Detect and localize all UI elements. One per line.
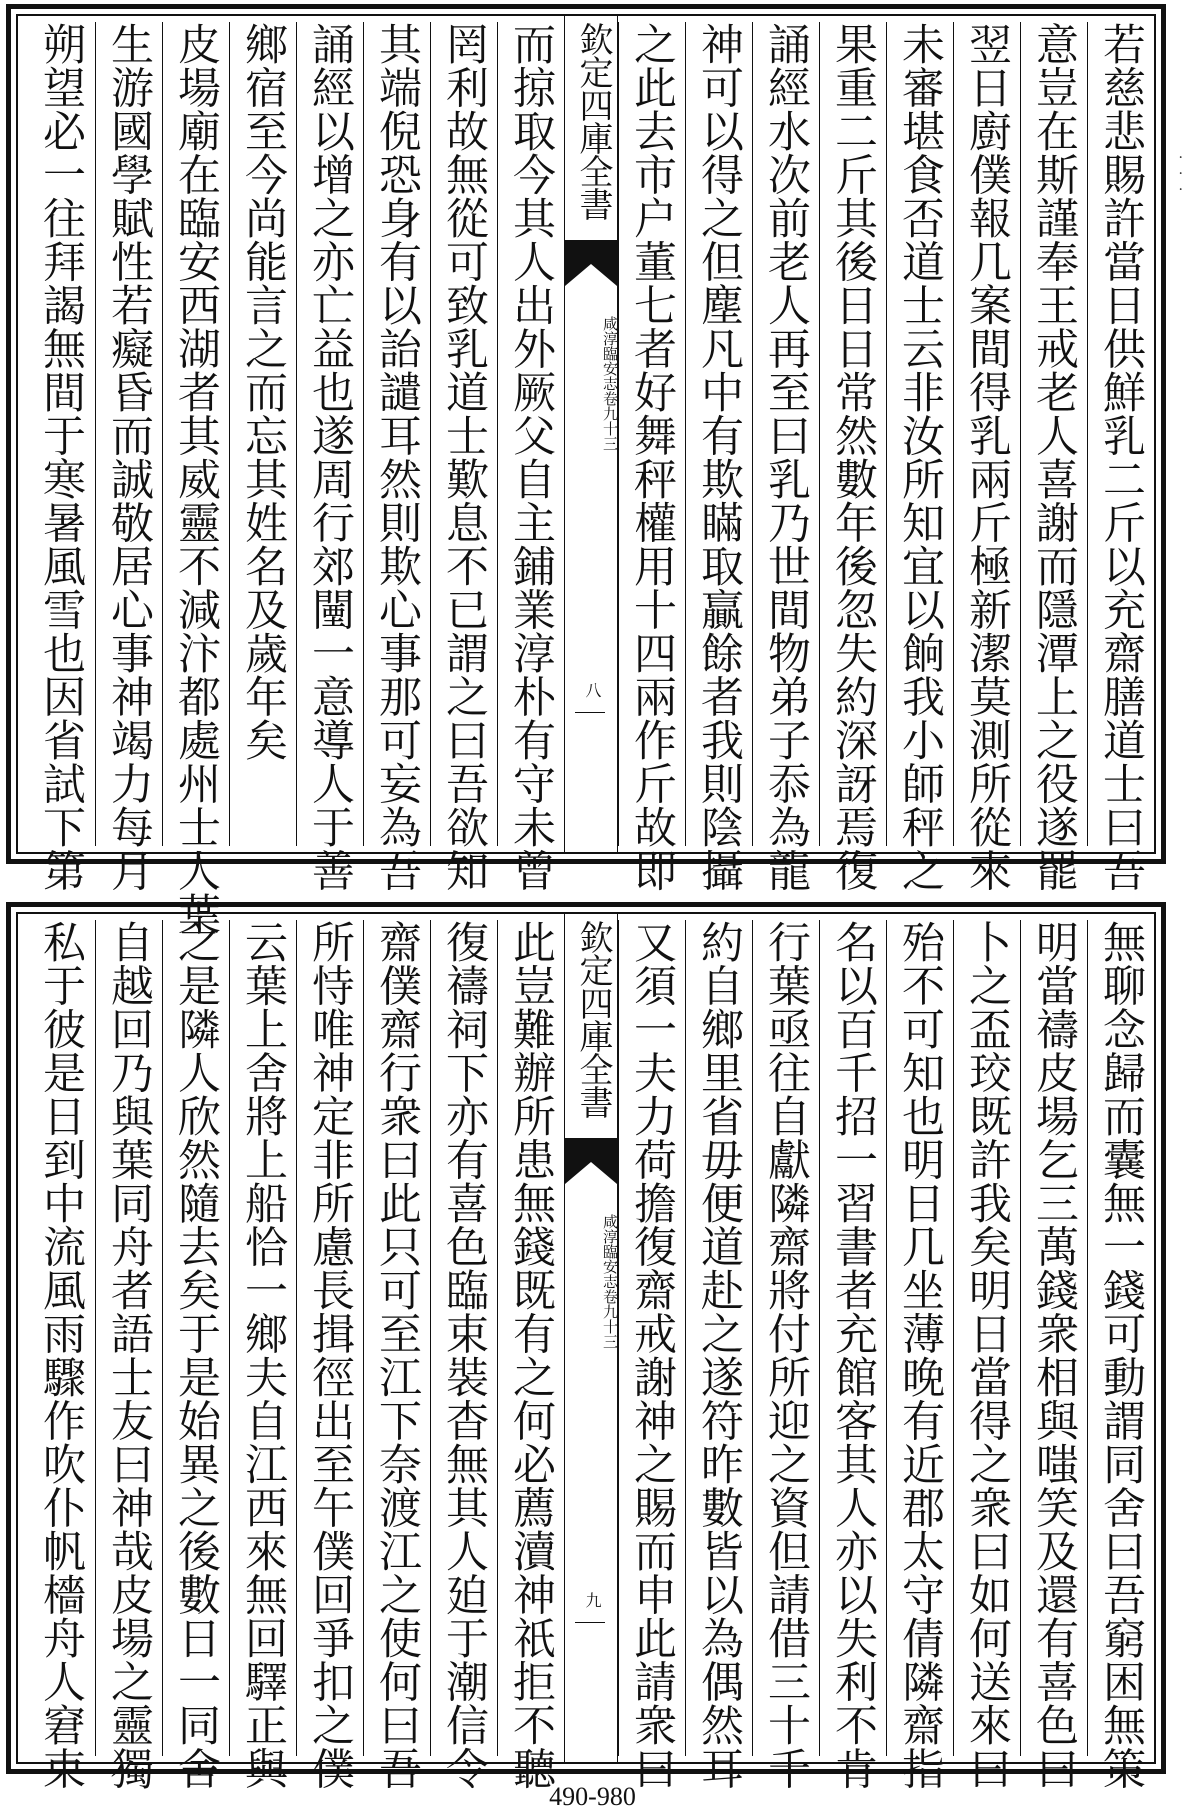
column-text: 明當禱皮場乞三萬錢衆相與嗤笑及還有喜色曰 [1029, 920, 1079, 1790]
center-gutter [564, 16, 618, 852]
column-text: 神可以得之但塵凡中有欺瞞取贏餘者我則陰攝 [694, 22, 744, 892]
top-page-frame [6, 4, 1166, 936]
bottom-page-inner-border [16, 912, 1156, 1790]
column-text: 誦經以增之亦亡益也遂周行郊闉一意導人于善 [305, 22, 355, 892]
column-text: 果重二斤其後日日常然數年後忽失約深訝焉復 [828, 22, 878, 892]
column-text: 云葉上舍將上船恰一鄉夫自江西來無回驛正與 [238, 920, 288, 1790]
volume-number: 卷九十三 [601, 391, 619, 451]
text-column [752, 22, 819, 892]
bottom-page-frame [6, 902, 1166, 1790]
text-column [618, 22, 685, 892]
text-column [430, 920, 497, 1790]
text-column [95, 920, 162, 1790]
column-text: 罔利故無從可致乳道士歎息不已謂之曰吾欲知 [439, 22, 489, 892]
text-column [1020, 22, 1087, 892]
collection-title: 欽定四庫全書 [573, 22, 613, 220]
book-title: 咸淳臨安志 [601, 1214, 619, 1289]
column-text: 翌日廚僕報几案間得乳兩斤極新潔莫測所從來 [962, 22, 1012, 892]
text-column [953, 920, 1020, 1790]
book-and-volume-label [565, 316, 619, 451]
text-column [497, 22, 564, 892]
column-text: 其端倪恐身有以詒譴耳然則欺心事那可妄為吾 [372, 22, 422, 892]
leaf-number: 九 [583, 1592, 602, 1608]
text-column [819, 920, 886, 1790]
column-text: 約自鄉里省毋便道赴之遂符昨數皆以為偶然耳 [694, 920, 744, 1790]
column-text: 此豈難辦所患無錢既有之何必薦瀆神祇拒不聽 [506, 920, 556, 1790]
text-column [685, 920, 752, 1790]
text-column [618, 920, 685, 1790]
text-column [28, 22, 95, 892]
top-page-inner-border [16, 14, 1156, 936]
column-text: 所恃唯神定非所慮長揖徑出至午僕回爭扣之僕 [305, 920, 355, 1790]
text-column [752, 920, 819, 1790]
text-column [229, 22, 296, 846]
column-text: 復禱祠下亦有喜色臨束裝杳無其人廹于潮信令 [439, 920, 489, 1790]
column-text: 卜之盃珓既許我矣明日當得之衆曰如何送來曰 [962, 920, 1012, 1790]
text-column [497, 920, 564, 1790]
text-column [95, 22, 162, 892]
column-text: 若慈悲賜許當日供鮮乳二斤以充齋膳道士曰吾 [1096, 22, 1146, 892]
text-column [296, 920, 363, 1790]
text-column [162, 22, 229, 936]
text-column [886, 22, 953, 892]
column-text: 之此去市户董七者好舞秤權用十四兩作斤故即 [627, 22, 677, 892]
text-column [1087, 22, 1154, 892]
column-text: 私于彼是日到中流風雨驟作吹仆帆檣舟人窘束 [36, 920, 86, 1790]
text-column [430, 22, 497, 892]
collection-title: 欽定四庫全書 [573, 920, 613, 1118]
text-column [28, 920, 95, 1790]
column-text: 行葉亟往自獻隣齋將付所迎之資但請借三十千 [761, 920, 811, 1790]
text-column [296, 22, 363, 892]
column-text: 未審堪食否道士云非汝所知宜以餉我小師秤之 [895, 22, 945, 892]
page-code: 490-980 [549, 1782, 636, 1811]
column-text: 誦經水次前老人再至曰乳乃世間物弟子忝為龍 [761, 22, 811, 892]
column-text: 之是隣人欣然隨去矣于是始異之後數日一同舍 [171, 920, 221, 1790]
column-text: 無聊念歸而囊無一錢可動謂同舍曰吾窮困無策 [1096, 920, 1146, 1790]
text-column [685, 22, 752, 892]
margin-dots: · · · [1178, 150, 1183, 198]
leaf-number-rule [575, 712, 605, 713]
text-column [1020, 920, 1087, 1790]
fishtail-mark-icon [565, 1138, 617, 1184]
column-text: 名以百千招一習書者充館客其人亦以失利不肯 [828, 920, 878, 1790]
volume-number: 卷九十三 [601, 1289, 619, 1349]
text-column [363, 22, 430, 892]
column-text: 自越回乃與葉同舟者語士友曰神哉皮場之靈獨 [104, 920, 154, 1790]
column-text: 而掠取今其人出外厥父自主鋪業淳朴有守未曾 [506, 22, 556, 892]
text-column [819, 22, 886, 892]
column-text: 鄉宿至今尚能言之而忘其姓名及歲年矣 [238, 22, 288, 762]
text-column [363, 920, 430, 1790]
text-column [162, 920, 229, 1790]
column-text: 殆不可知也明日几坐薄晚有近郡太守倩隣齋指 [895, 920, 945, 1790]
book-and-volume-label [565, 1214, 619, 1349]
column-text: 朔望必一往拜謁無間于寒暑風雪也因省試下第 [36, 22, 86, 892]
leaf-number: 八 [583, 682, 602, 698]
text-column [886, 920, 953, 1790]
column-text: 齋僕齋行衆曰此只可至江下奈渡江之使何曰吾 [372, 920, 422, 1790]
leaf-number-rule [575, 1622, 605, 1623]
column-text: 又須一夫力荷擔復齋戒謝神之賜而申此請衆曰 [627, 920, 677, 1790]
column-text: 生游國學賦性若癡昏而誠敬居心事神竭力每月 [104, 22, 154, 892]
book-title: 咸淳臨安志 [601, 316, 619, 391]
column-text: 皮場廟在臨安西湖者其威靈不減汴都處州士人葉 [171, 22, 221, 936]
text-column [1087, 920, 1154, 1790]
text-column [229, 920, 296, 1790]
fishtail-mark-icon [565, 240, 617, 286]
text-column [953, 22, 1020, 892]
center-gutter [564, 914, 618, 1762]
column-text: 意豈在斯謹奉王戒老人喜謝而隱潭上之役遂罷 [1029, 22, 1079, 892]
